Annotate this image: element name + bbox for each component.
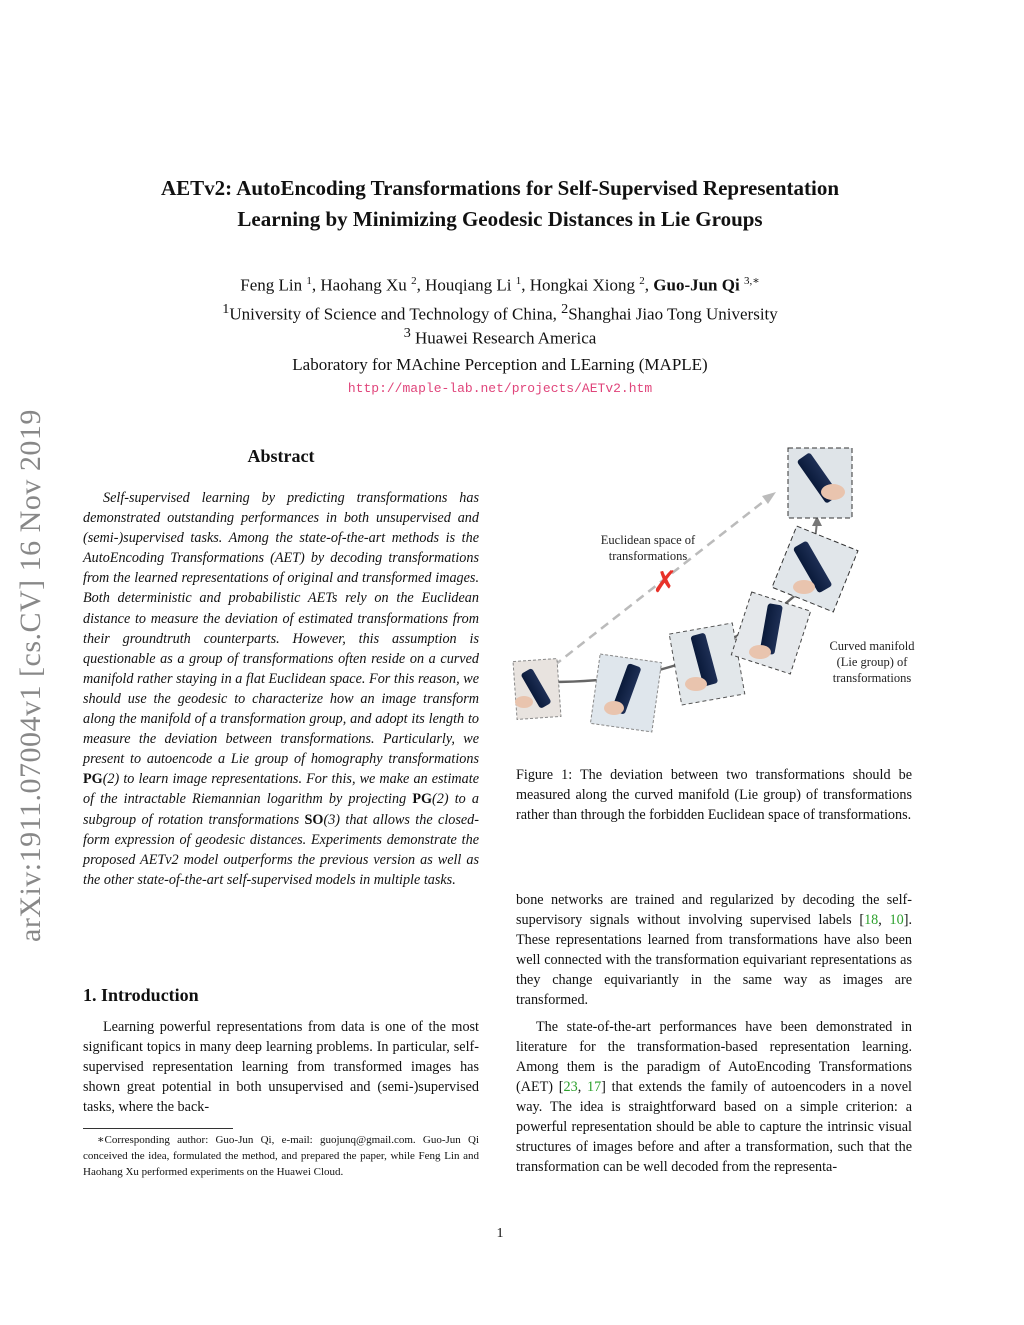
section-heading-introduction: 1. Introduction <box>83 985 199 1005</box>
paragraph <box>516 890 912 1011</box>
author-affil-mark: 1 <box>515 275 522 287</box>
figure-1 <box>510 440 930 760</box>
label-curved-line-1: Curved manifold <box>829 639 915 653</box>
author-name: Houqiang Li <box>425 275 512 295</box>
math-symbol: PG <box>412 791 433 808</box>
image-tile-2 <box>590 654 661 732</box>
citation-link[interactable]: 23 <box>563 1078 578 1095</box>
author-list: Feng Lin $^1$, Haohang Xu $^2$, Houqiang Li $^1$, Hongkai Xiong $^2$, Guo-Jun Qi $^{3,∗}$ <box>240 275 760 295</box>
lab-name: Laboratory for MAchine Perception and LEarning (MAPLE) <box>292 355 708 374</box>
paragraph-text: , <box>878 912 890 929</box>
image-tile-3 <box>669 623 745 705</box>
paragraph-text: ] that extends the family of autoencoders in a novel way. The idea is straightforward based on a simple criterion: a powerful representation should be able to capture the intrinsic visual structures of images before and after a transformation, such that the transformation can be well decoded from the representa- <box>516 1078 912 1176</box>
abstract-text: Self-supervised learning by predicting transformations has demonstrated outstanding performances in both unsupervised and (semi-)supervised tasks. Among the state-of-the-art methods is the AutoEncoding Transformations (AET) by decoding transformations from the learned representations of original and transformed images. Both deterministic and probabilistic AETs rely on the Euclidean distance to measure the deviation of estimated transformations from their groundtruth counterparts. However, this assumption is questionable as a group of transformations often reside on a curved manifold rather staying in a flat Euclidean space. For this reason, we should use the geodesic to characterize how an image transform along the manifold of a transformation group, and adopt its length to measure the deviation between transformations. Particularly, we present to autoencode a Lie group of homography transformations <box>83 490 479 768</box>
affiliation-line-2 <box>60 322 940 350</box>
affiliation-text: University of Science and Technology of China, <box>229 304 562 324</box>
paper-title <box>60 173 940 235</box>
image-tile-1 <box>513 659 561 720</box>
corresponding-author-name: Guo-Jun Qi <box>653 275 740 295</box>
title-line-1: AETv2: AutoEncoding Transformations for Self-Supervised Representation <box>160 176 840 200</box>
affil-mark: 1 <box>222 301 230 317</box>
paragraph-text: , <box>577 1078 587 1095</box>
affiliation-text: Huawei Research America <box>410 328 597 348</box>
arxiv-stamp: arXiv:1911.07004v1 [cs.CV] 16 Nov 2019 <box>14 409 47 942</box>
affil-mark: 3 <box>403 325 411 341</box>
image-tile-5 <box>772 526 858 612</box>
abstract-text: (3) that allows the closed-form expression of geodesic distances. Experiments demonstrate the proposed AETv2 model outperforms the previous version as well as the other state-of-the-art self-supervised models in multiple tasks. <box>83 811 479 888</box>
abstract-heading: Abstract <box>247 446 315 466</box>
label-euclidean-line-2: transformations <box>608 549 688 563</box>
affiliation-text: Shanghai Jiao Tong University <box>568 304 778 324</box>
intro-paragraph <box>83 1017 479 1123</box>
label-curved-line-3: transformations <box>832 671 912 685</box>
forbidden-cross-icon: ✗ <box>652 565 678 600</box>
right-column-body <box>516 890 912 1183</box>
math-symbol: PG <box>83 771 103 788</box>
image-tile-target <box>788 448 852 518</box>
figure-caption: Figure 1: The deviation between two transformations should be measured along the curved manifold (Lie group) of transformations rather than through the forbidden Euclidean space of transformations. <box>516 767 912 824</box>
author-affil-mark: 3,∗ <box>743 275 760 287</box>
author-affil-mark: 1 <box>306 275 312 287</box>
project-url-link[interactable]: http://maple-lab.net/projects/AETv2.htm <box>347 381 653 396</box>
affil-mark: 2 <box>561 301 569 317</box>
author-name: Feng Lin <box>240 275 303 295</box>
label-euclidean-line-1: Euclidean space of <box>600 533 696 547</box>
footnote-rule <box>83 1128 233 1129</box>
author-affil-mark: 2 <box>639 275 645 287</box>
citation-link[interactable]: 10 <box>889 912 904 929</box>
image-tile-4 <box>731 592 810 674</box>
author-name: Hongkai Xiong <box>529 275 636 295</box>
paragraph-text: ]. These representations learned from transformations have also been well connected with the transformation equivariant representations as they change equivariantly in the same way as images are transformed. <box>516 912 912 1009</box>
label-curved-line-2: (Lie group) of <box>836 655 908 669</box>
arrowhead-icon <box>762 492 776 504</box>
title-line-2: Learning by Minimizing Geodesic Distances in Lie Groups <box>237 207 763 231</box>
math-symbol: SO <box>304 811 324 828</box>
abstract-text: (2) to a subgroup of rotation transformations <box>83 791 479 828</box>
paragraph: Learning powerful representations from data is one of the most significant topics in many deep learning problems. In particular, self-supervised representation learning from transformed images has shown great potential in both unsupervised and (semi-)supervised tasks, where the back- <box>83 1019 479 1116</box>
abstract-body <box>83 488 479 890</box>
citation-link[interactable]: 17 <box>586 1078 602 1095</box>
paragraph-text: The state-of-the-art performances have been demonstrated in literature for the transformation-based representation learning. Among them is the paradigm of AutoEncoding Transformations (AET) [ <box>516 1018 912 1095</box>
paragraph-text: bone networks are trained and regularized by decoding the self-supervisory signals without involving supervised labels [ <box>516 892 912 929</box>
page-number: 1 <box>496 1226 504 1241</box>
paragraph <box>516 1017 912 1178</box>
abstract-text: (2) to learn image representations. For this, we make an estimate of the intractable Riemannian logarithm by projecting <box>83 771 479 808</box>
citation-link[interactable]: 18 <box>864 912 879 929</box>
author-name: Haohang Xu <box>320 275 407 295</box>
author-affil-mark: 2 <box>411 275 417 287</box>
footnote: ∗Corresponding author: Guo-Jun Qi, e-mail: guojunq@gmail.com. Guo-Jun Qi conceived the idea, formulated the method, and prepared the paper, while Feng Lin and Haohang Xu performed experiments on the Huawei Cloud. <box>83 1134 479 1178</box>
